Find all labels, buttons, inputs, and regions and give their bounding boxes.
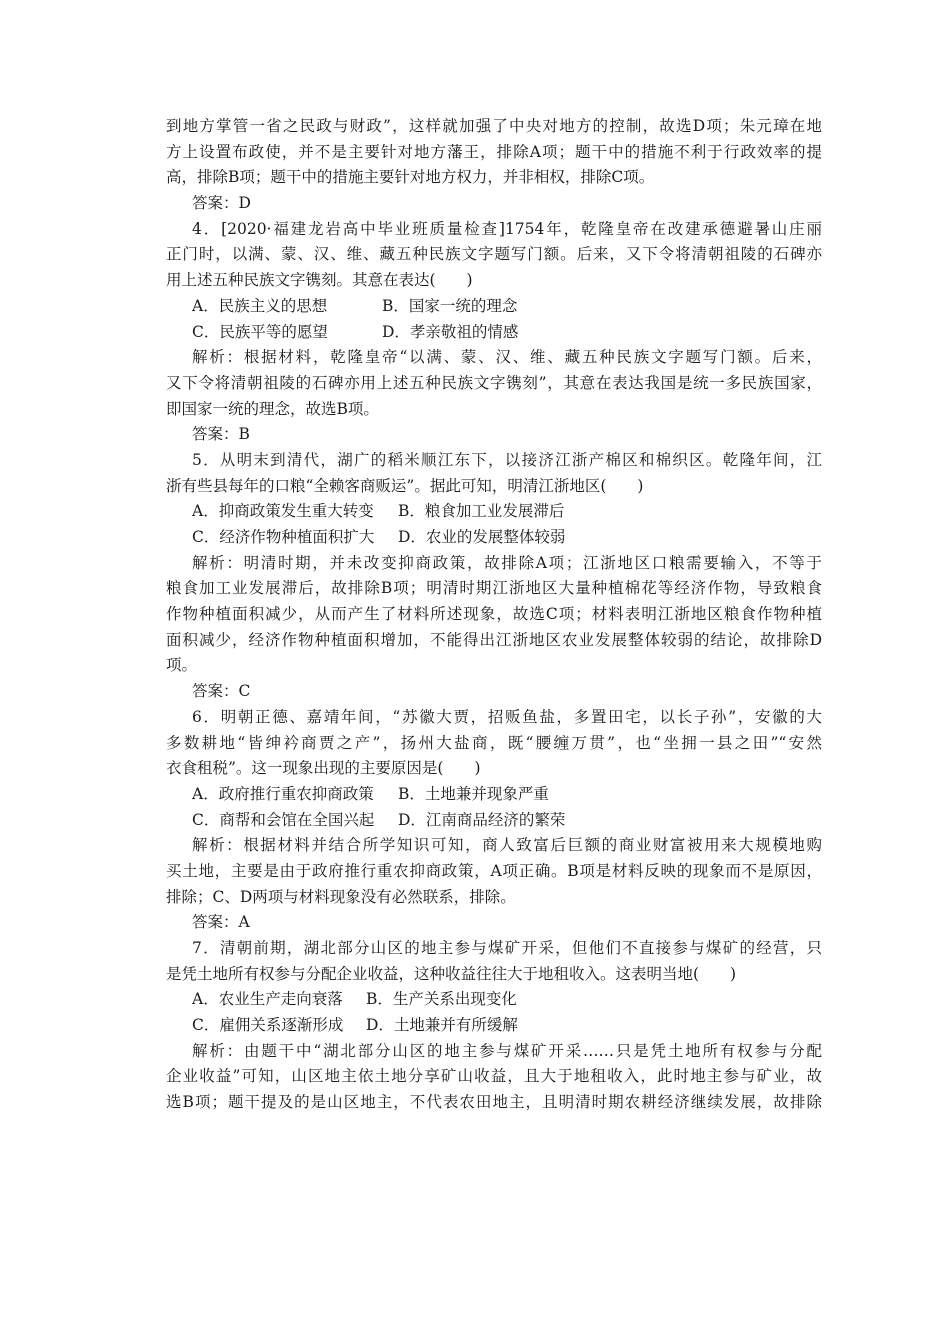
option-d: D．农业的发展整体较弱 <box>398 528 566 546</box>
option-d: D．江南商品经济的繁荣 <box>398 810 566 829</box>
analysis-q5: 面积减少，经济作物种植面积增加，不能得出江浙地区农业发展整体较弱的结论，故排除D <box>166 630 822 649</box>
option-a: A．抑商政策发生重大转变 <box>192 502 374 521</box>
question-q7-stem: 7．清朝前期，湖北部分山区的地主参与煤矿开采，但他们不直接参与煤矿的经营，只 <box>192 939 822 957</box>
option-c: C．经济作物种植面积扩大 <box>192 528 375 546</box>
analysis-q5: 作物种植面积减少，从而产生了材料所述现象，故选C项；材料表明江浙地区粮食作物种植 <box>166 605 822 624</box>
analysis-q7: 企业收益”可知，山区地主依土地分享矿山收益，且大于地租收入，此时地主参与矿业，故 <box>166 1067 822 1086</box>
question-q4-stem: 4．[2020·福建龙岩高中毕业班质量检查]1754年，乾隆皇帝在改建承德避暑山庄丽 <box>192 219 822 238</box>
analysis-q4: 即国家一统的理念，故选B项。 <box>166 399 379 418</box>
question-q6-stem: 多数耕地“皆绅衿商贾之产”，扬州大盐商，既“腰缠万贯”，也“坐拥一县之田”“安然 <box>166 733 822 752</box>
analysis-q7: 解析：由题干中“湖北部分山区的地主参与煤矿开采……只是凭土地所有权参与分配 <box>192 1041 822 1060</box>
options-row <box>166 782 822 808</box>
option-a: A．政府推行重农抑商政策 <box>192 784 374 803</box>
analysis-q4: 解析：根据材料，乾隆皇帝“以满、蒙、汉、维、藏五种民族文字题写门额。后来， <box>192 348 822 367</box>
analysis-q5: 项。 <box>166 656 198 675</box>
analysis-q5: 粮食加工业发展滞后，故排除B项；明清时期江浙地区大量种植棉花等经济作物，导致粮食 <box>166 579 822 598</box>
analysis-q6: 解析：根据材料并结合所学知识可知，商人致富后巨额的商业财富被用来大规模地购 <box>192 836 822 855</box>
question-q6-stem: 6．明朝正德、嘉靖年间，“苏徽大贾，招贩鱼盐，多置田宅，以长子孙”，安徽的大 <box>192 707 822 726</box>
analysis-q4: 又下令将清朝祖陵的石碑亦用上述五种民族文字镌刻”，其意在表达我国是统一多民族国家， <box>166 373 822 392</box>
answer-q6: 答案：A <box>192 913 250 932</box>
option-c: C．民族平等的愿望 <box>192 322 328 341</box>
option-b: B．生产关系出现变化 <box>366 990 517 1009</box>
question-q5-stem: 5．从明末到清代，湖广的稻米顺江东下，以接济江浙产棉区和棉织区。乾隆年间，江 <box>192 450 822 469</box>
question-q5-stem: 浙有些县每年的口粮“全赖客商贩运”。据此可知，明清江浙地区( ) <box>166 476 644 495</box>
option-d: D．土地兼并有所缓解 <box>366 1016 518 1035</box>
options-row <box>166 320 822 346</box>
question-q4-stem: 正门时，以满、蒙、汉、维、藏五种民族文字题写门额。后来，又下令将清朝祖陵的石碑亦 <box>166 245 822 264</box>
analysis-q7: 选B项；题干提及的是山区地主，不代表农田地主，且明清时期农耕经济继续发展，故排除 <box>166 1093 822 1112</box>
options-row <box>166 1013 822 1039</box>
option-a: A．民族主义的思想 <box>192 296 328 315</box>
analysis-q6: 买土地，主要是由于政府推行重农抑商政策，A项正确。B项是材料反映的现象而不是原因， <box>166 861 822 880</box>
answer-q5: 答案：C <box>192 682 251 701</box>
option-b: B．国家一统的理念 <box>382 296 518 315</box>
text-line: 高，排除B项；题干中的措施主要针对地方权力，并非相权，排除C项。 <box>166 168 655 187</box>
options-row <box>166 499 822 525</box>
option-c: C．商帮和会馆在全国兴起 <box>192 810 375 829</box>
answer-q4: 答案：B <box>192 425 250 444</box>
options-row <box>166 987 822 1013</box>
option-b: B．土地兼并现象严重 <box>398 784 549 803</box>
option-a: A．农业生产走向衰落 <box>192 990 343 1009</box>
options-row <box>166 808 822 834</box>
question-q6-stem: 衣食租税”。这一现象出现的主要原因是( ) <box>166 759 481 778</box>
question-q7-stem: 是凭土地所有权参与分配企业收益，这种收益往往大于地租收入。这表明当地( ) <box>166 964 737 983</box>
analysis-q6: 排除；C、D两项与材料现象没有必然联系，排除。 <box>166 887 516 906</box>
text-line: 到地方掌管一省之民政与财政”，这样就加强了中央对地方的控制，故选D项；朱元璋在地 <box>166 117 822 135</box>
option-c: C．雇佣关系逐渐形成 <box>192 1016 344 1035</box>
option-b: B．粮食加工业发展滞后 <box>398 502 565 521</box>
analysis-q5: 解析：明清时期，并未改变抑商政策，故排除A项；江浙地区口粮需要输入，不等于 <box>192 553 822 572</box>
question-q4-stem: 用上述五种民族文字镌刻。其意在表达( ) <box>166 271 473 290</box>
option-d: D．孝亲敬祖的情感 <box>382 322 519 341</box>
text-line: 方上设置布政使，并不是主要针对地方藩王，排除A项；题干中的措施不利于行政效率的提 <box>166 142 822 161</box>
document-body <box>166 114 822 1116</box>
options-row <box>166 525 822 551</box>
options-row <box>166 294 822 320</box>
answer-q3: 答案：D <box>192 194 251 213</box>
